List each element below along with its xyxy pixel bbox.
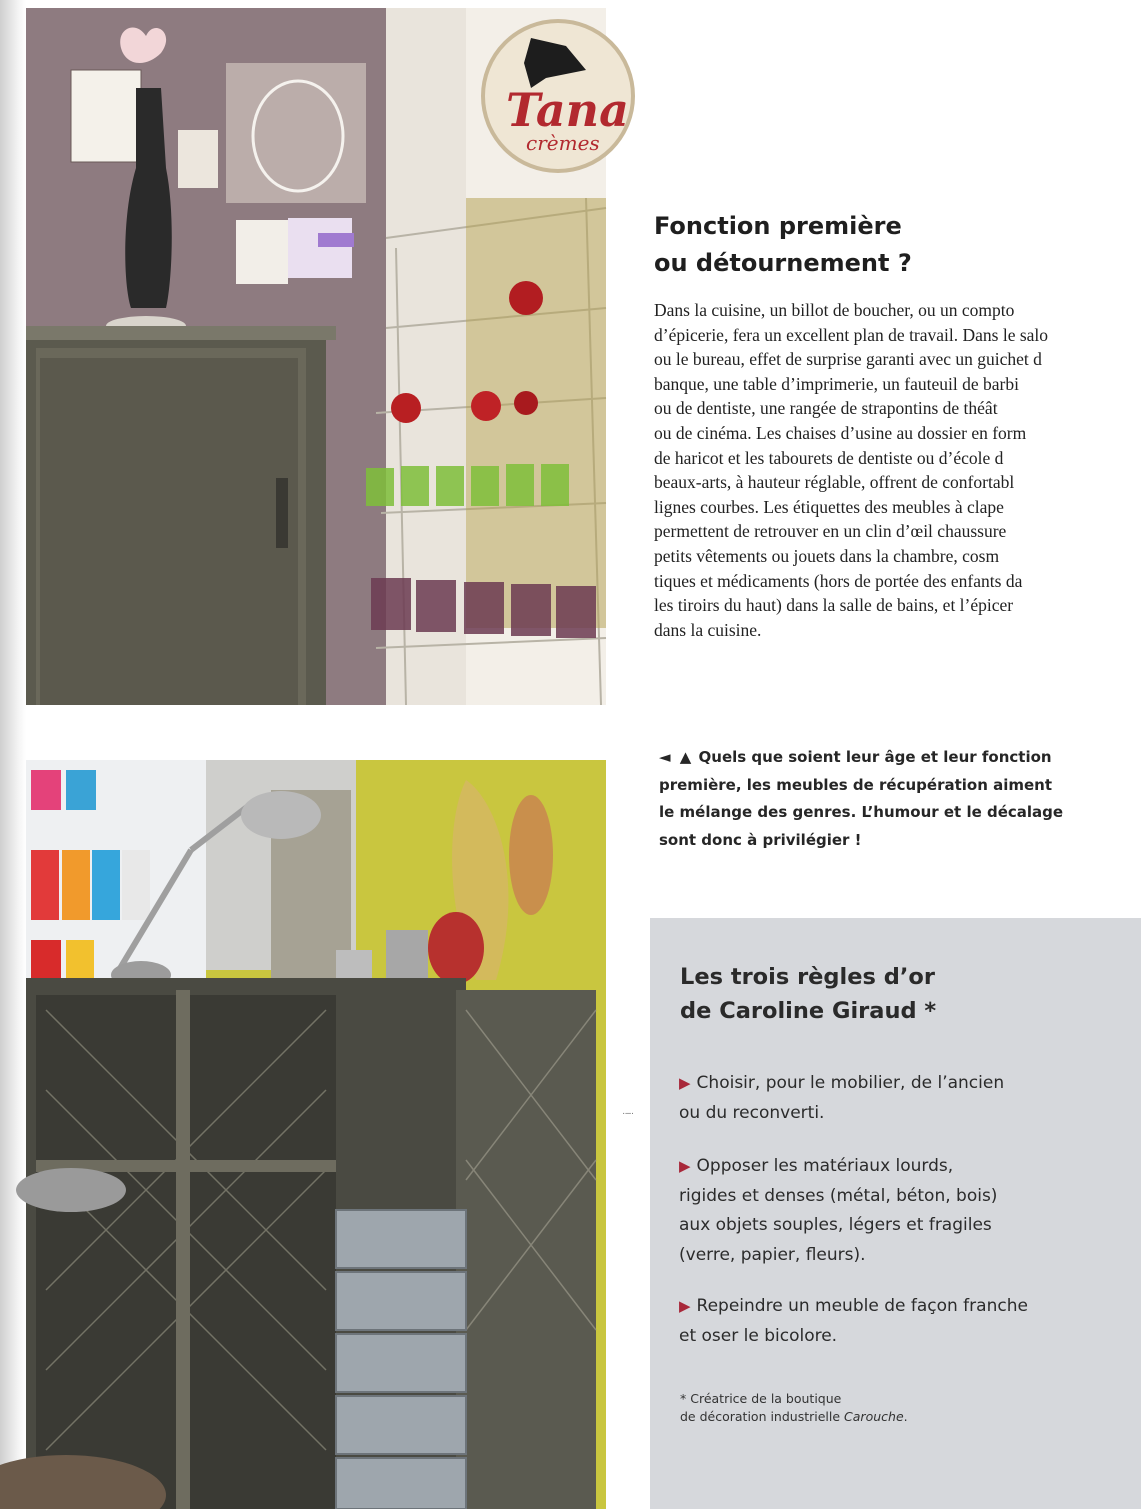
body-line: Dans la cuisine, un billot de boucher, ou un compto: [654, 300, 1015, 320]
sign-sub-text: crèmes: [526, 131, 600, 155]
rule-line: ou du reconverti.: [679, 1102, 825, 1123]
rule-line: rigides et denses (métal, béton, bois): [679, 1185, 998, 1206]
body-line: ou le bureau, effet de surprise garanti avec un guichet d: [654, 349, 1042, 370]
rules-title-star: *: [916, 998, 937, 1024]
body-line: les tiroirs du haut) dans la salle de bains, et l’épicer: [654, 595, 1014, 616]
rule-line: Opposer les matériaux lourds,: [696, 1156, 954, 1176]
triangle-bullet-icon: ▶: [679, 1297, 691, 1315]
body-line: ou de dentiste, une rangée de strapontins de théât: [654, 398, 998, 419]
caption-line1: Quels que soient leur âge et leur fonction: [698, 748, 1052, 766]
rules-title-line1: Les trois règles d’or: [680, 964, 935, 990]
footnote-line2: de décoration industrielle: [680, 1408, 845, 1424]
page-crop-marker: ·–·: [622, 1108, 635, 1119]
rule-item: [679, 1069, 1119, 1128]
rules-footnote: [680, 1390, 1120, 1425]
caption-line4: sont donc à privilégier !: [659, 830, 862, 849]
body-line: tiques et médicaments (hors de portée des enfants da: [654, 570, 1023, 591]
footnote-end: .: [903, 1408, 908, 1424]
rule-line: aux objets souples, légers et fragiles: [679, 1215, 992, 1235]
caption-line2: première, les meubles de récupération aiment: [659, 775, 1053, 794]
body-line: petits vêtements ou jouets dans la chambre, cosm: [654, 545, 1000, 566]
sign-brand-text: Tana: [506, 83, 629, 137]
section-title: [654, 208, 1114, 282]
rule-line: Repeindre un meuble de façon franche: [696, 1296, 1028, 1316]
body-line: ou de cinéma. Les chaises d’usine au dossier en form: [654, 422, 1027, 443]
section-title-line1: Fonction première: [654, 212, 902, 240]
caption-arrows-icon: ◄ ▲: [659, 748, 694, 766]
body-line: de haricot et les tabourets de dentiste ou d’école d: [654, 447, 1004, 468]
rules-box-title: [680, 960, 936, 1028]
footnote-shop-name: Carouche: [844, 1408, 904, 1424]
rule-line: et oser le bicolore.: [679, 1325, 838, 1346]
body-line: d’épicerie, fera un excellent plan de travail. Dans le salo: [654, 324, 1049, 345]
rule-item: [679, 1152, 1119, 1270]
photo-cabinet-and-wire-rack: [26, 8, 629, 705]
rule-line: Choisir, pour le mobilier, de l’ancien: [696, 1073, 1005, 1093]
triangle-bullet-icon: ▶: [679, 1074, 691, 1092]
golden-rules-box: [650, 918, 1141, 1509]
body-line: dans la cuisine.: [654, 619, 762, 640]
photo-caption: [659, 744, 1119, 854]
rule-line: (verre, papier, fleurs).: [679, 1244, 866, 1265]
body-line: permettent de retrouver en un clin d’œil chaussure: [654, 521, 1007, 542]
photo-wire-mesh-cabinet-and-lamp: [26, 760, 606, 1509]
body-line: beaux-arts, à hauteur réglable, offrent de confortabl: [654, 472, 1015, 493]
caption-line3: le mélange des genres. L’humour et le décalage: [659, 803, 1064, 821]
body-line: banque, une table d’imprimerie, un fauteuil de barbi: [654, 373, 1019, 394]
page-spine-shadow: [0, 0, 26, 1509]
section-title-line2: ou détournement ?: [654, 249, 912, 277]
body-line: lignes courbes. Les étiquettes des meubles à clape: [654, 496, 1004, 517]
section-body: [654, 298, 1141, 693]
footnote-line1: * Créatrice de la boutique: [680, 1391, 842, 1406]
rules-title-line2: de Caroline Giraud: [680, 998, 917, 1024]
rule-item: [679, 1292, 1119, 1351]
triangle-bullet-icon: ▶: [679, 1157, 691, 1175]
